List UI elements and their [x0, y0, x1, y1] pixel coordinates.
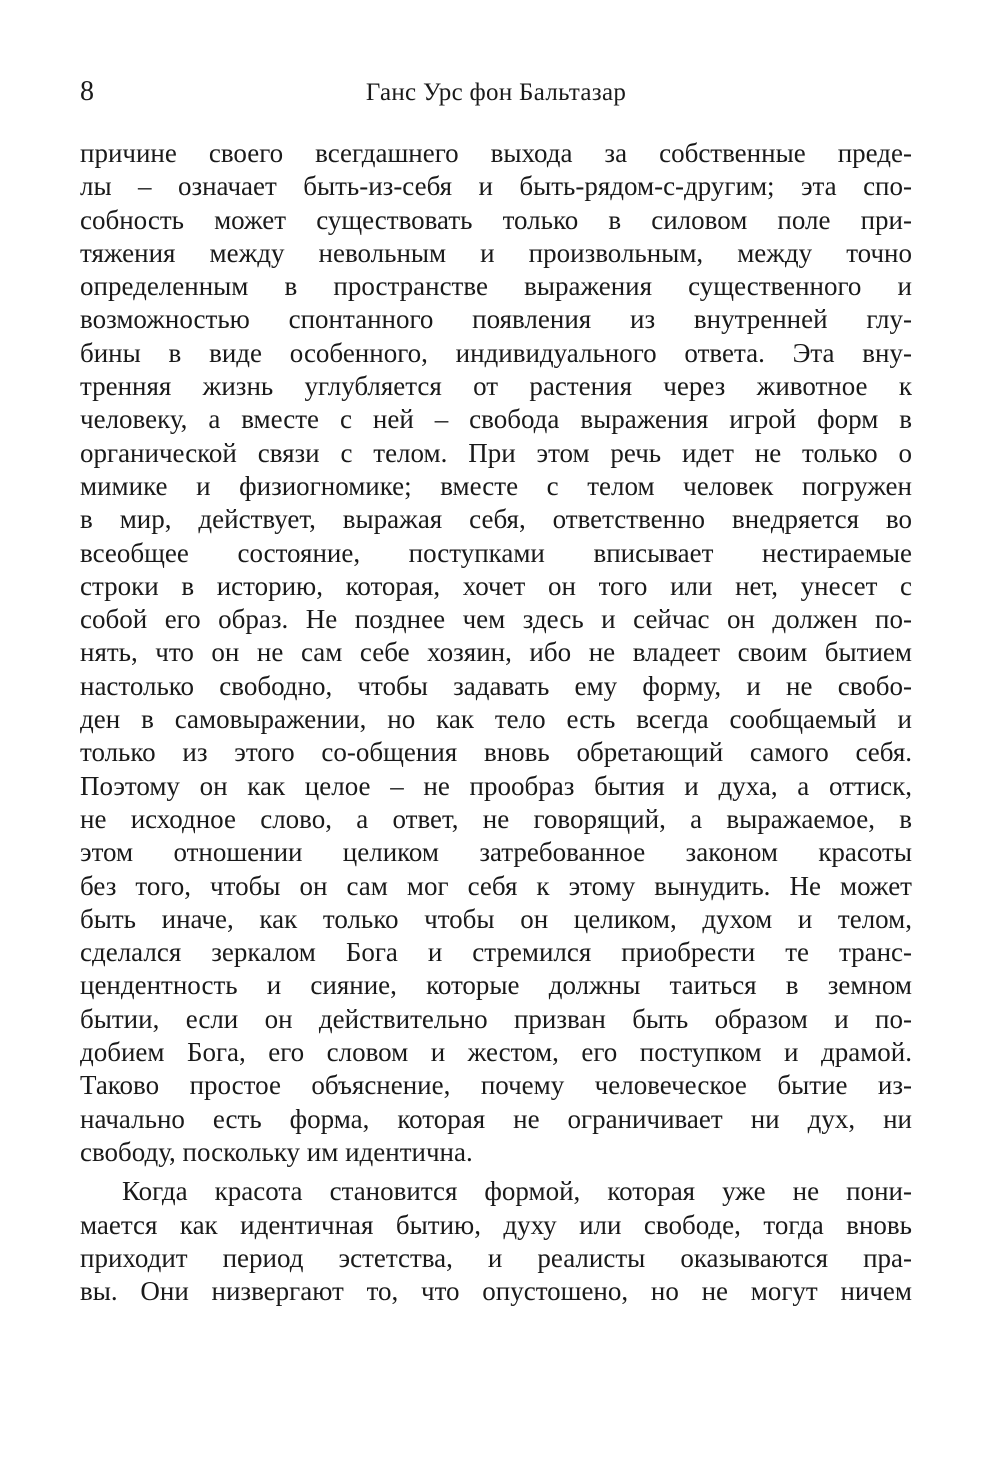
- text-line: в мир, действует, выражая себя, ответственно внедряется во: [80, 504, 912, 535]
- text-line: собность может существовать только в силовом поле при-: [80, 204, 912, 235]
- text-line: сделался зеркалом Бога и стремился приобрести те транс-: [80, 937, 912, 968]
- text-line: собой его образ. Не позднее чем здесь и сейчас он должен по-: [80, 604, 912, 635]
- text-line: Поэтому он как целое – не прообраз бытия и духа, а оттиск,: [80, 770, 912, 801]
- text-line: строки в историю, которая, хочет он того или нет, унесет с: [80, 570, 912, 601]
- text-line: добием Бога, его словом и жестом, его поступком и драмой.: [80, 1037, 912, 1068]
- body-text: [80, 137, 912, 1308]
- text-line: настолько свободно, чтобы задавать ему форму, и не свобо-: [80, 670, 912, 701]
- text-line: тяжения между невольным и произвольным, между точно: [80, 237, 912, 268]
- text-line: бины в виде особенного, индивидуального ответа. Эта вну-: [80, 337, 912, 368]
- running-head: [80, 74, 912, 114]
- text-line: только из этого со-общения вновь обретающий самого себя.: [80, 737, 912, 768]
- text-line: нять, что он не сам себе хозяин, ибо не владеет своим бытием: [80, 637, 912, 668]
- text-line: мимике и физиогномике; вместе с телом человек погружен: [80, 470, 912, 501]
- text-line: причине своего всегдашнего выхода за собственные преде-: [80, 138, 912, 168]
- text-line: Когда красота становится формой, которая уже не пони-: [122, 1176, 912, 1207]
- text-line: вы. Они низвергают то, что опустошено, но не могут ничем: [80, 1276, 912, 1307]
- text-line: Таково простое объяснение, почему человеческое бытие из-: [80, 1070, 912, 1101]
- text-line: ден в самовыражении, но как тело есть всегда сообщаемый и: [80, 704, 912, 735]
- text-line: не исходное слово, а ответ, не говорящий, а выражаемое, в: [80, 803, 912, 834]
- text-line: приходит период эстетства, и реалисты оказываются пра-: [80, 1242, 912, 1273]
- paragraph: [80, 137, 912, 1169]
- text-line: цендентность и сияние, которые должны таиться в земном: [80, 970, 912, 1001]
- text-line: мается как идентичная бытию, духу или свободе, тогда вновь: [80, 1209, 912, 1240]
- text-line: без того, чтобы он сам мог себя к этому вынудить. Не может: [80, 870, 912, 901]
- text-line: органической связи с телом. При этом речь идет не только о: [80, 437, 912, 468]
- text-line: лы – означает быть-из-себя и быть-рядом-с-другим; эта спо-: [80, 171, 912, 202]
- text-line: бытии, если он действительно призван быть образом и по-: [80, 1003, 912, 1034]
- page-number: 8: [80, 76, 94, 107]
- text-line: человеку, а вместе с ней – свобода выражения игрой форм в: [80, 404, 912, 435]
- text-line: быть иначе, как только чтобы он целиком, духом и телом,: [80, 903, 912, 934]
- text-line: начально есть форма, которая не ограничивает ни дух, ни: [80, 1103, 912, 1134]
- text-line: этом отношении целиком затребованное законом красоты: [80, 837, 912, 868]
- text-line: всеобщее состояние, поступками вписывает нестираемые: [80, 537, 912, 568]
- text-line: свободу, поскольку им идентична.: [80, 1136, 473, 1167]
- text-line: возможностью спонтанного появления из внутренней глу-: [80, 304, 912, 335]
- running-title: Ганс Урс фон Бальтазар: [365, 79, 627, 106]
- text-line: определенным в пространстве выражения существенного и: [80, 271, 912, 302]
- text-line: тренняя жизнь углубляется от растения через животное к: [80, 371, 912, 402]
- paragraph: [80, 1175, 912, 1308]
